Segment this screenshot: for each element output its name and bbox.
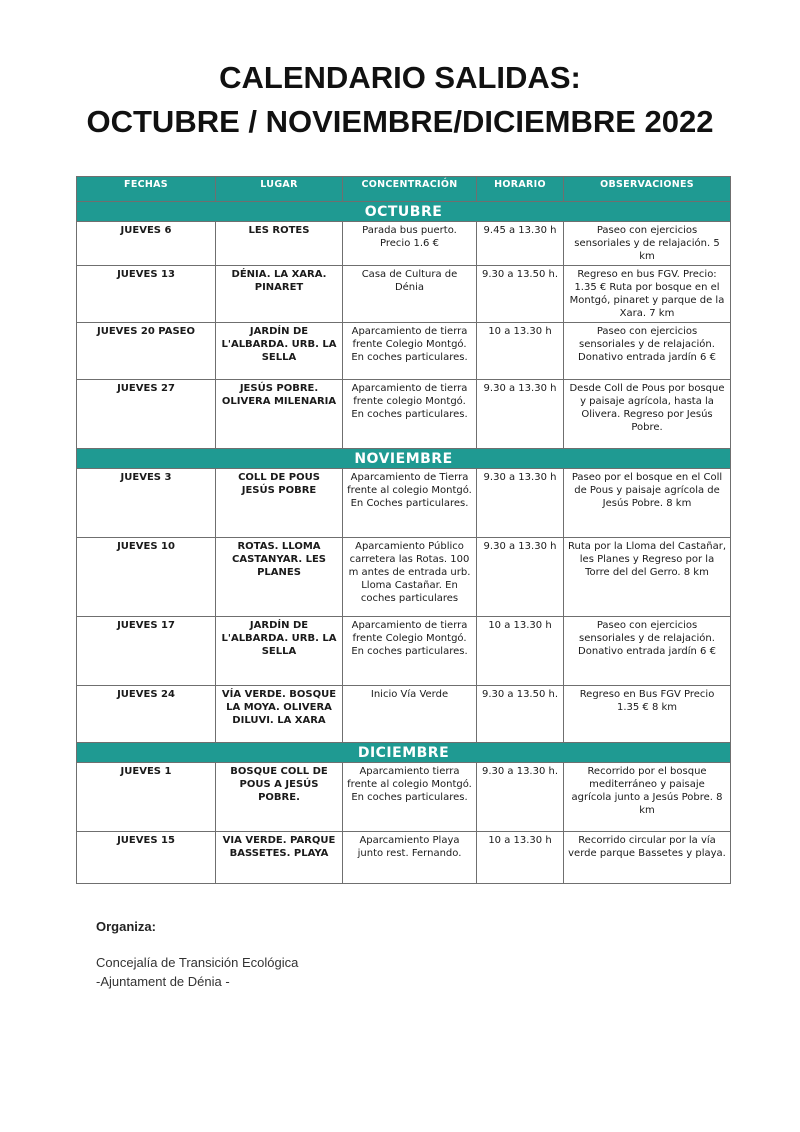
header-fechas: FECHAS — [77, 177, 216, 202]
cell-concentracion: Aparcamiento de tierra frente Colegio Montgó. En coches particulares. — [343, 617, 477, 686]
cell-concentracion: Aparcamiento Público carretera las Rotas. 100 m antes de entrada urb. Lloma Castañar. En coches particulares — [343, 538, 477, 617]
calendar-table — [76, 176, 731, 884]
page-title — [0, 56, 800, 144]
cell-lugar: COLL DE POUS JESÚS POBRE — [216, 469, 343, 538]
month-label: NOVIEMBRE — [77, 449, 731, 469]
table-row — [77, 538, 731, 617]
cell-concentracion: Aparcamiento de tierra frente colegio Montgó. En coches particulares. — [343, 380, 477, 449]
cell-observaciones: Ruta por la Lloma del Castañar, les Planes y Regreso por la Torre del del Gerro. 8 km — [564, 538, 731, 617]
table-row — [77, 686, 731, 743]
title-line-1: CALENDARIO SALIDAS: — [219, 60, 581, 95]
cell-observaciones: Recorrido circular por la vía verde parque Bassetes y playa. — [564, 832, 731, 884]
header-concentracion: CONCENTRACIÓN — [343, 177, 477, 202]
cell-fecha: JUEVES 24 — [77, 686, 216, 743]
cell-horario: 9.30 a 13.30 h — [477, 469, 564, 538]
table-row — [77, 323, 731, 380]
cell-horario: 10 a 13.30 h — [477, 832, 564, 884]
cell-lugar: DÉNIA. LA XARA. PINARET — [216, 266, 343, 323]
cell-lugar: ROTAS. LLOMA CASTANYAR. LES PLANES — [216, 538, 343, 617]
table-row — [77, 266, 731, 323]
cell-fecha: JUEVES 3 — [77, 469, 216, 538]
cell-concentracion: Casa de Cultura de Dénia — [343, 266, 477, 323]
organizer-label: Organiza: — [96, 919, 156, 934]
cell-observaciones: Desde Coll de Pous por bosque y paisaje agrícola, hasta la Olivera. Regreso por Jesús Pobre. — [564, 380, 731, 449]
table-row — [77, 763, 731, 832]
month-row-diciembre — [77, 743, 731, 763]
cell-fecha: JUEVES 27 — [77, 380, 216, 449]
month-row-noviembre — [77, 449, 731, 469]
cell-horario: 9.30 a 13.30 h — [477, 380, 564, 449]
title-line-2: OCTUBRE / NOVIEMBRE/DICIEMBRE 2022 — [86, 104, 714, 139]
cell-observaciones: Regreso en Bus FGV Precio 1.35 € 8 km — [564, 686, 731, 743]
cell-horario: 10 a 13.30 h — [477, 323, 564, 380]
header-observaciones: OBSERVACIONES — [564, 177, 731, 202]
table-row — [77, 222, 731, 266]
table-header-row — [77, 177, 731, 202]
cell-horario: 10 a 13.30 h — [477, 617, 564, 686]
cell-observaciones: Paseo con ejercicios sensoriales y de relajación. 5 km — [564, 222, 731, 266]
organizer-line-1: Concejalía de Transición Ecológica — [96, 955, 299, 970]
month-label: DICIEMBRE — [77, 743, 731, 763]
header-lugar: LUGAR — [216, 177, 343, 202]
cell-observaciones: Regreso en bus FGV. Precio: 1.35 € Ruta por bosque en el Montgó, pinaret y parque de la Xara. 7 km — [564, 266, 731, 323]
cell-horario: 9.30 a 13.30 h — [477, 538, 564, 617]
cell-fecha: JUEVES 20 PASEO — [77, 323, 216, 380]
cell-concentracion: Aparcamiento Playa junto rest. Fernando. — [343, 832, 477, 884]
cell-fecha: JUEVES 6 — [77, 222, 216, 266]
cell-lugar: VÍA VERDE. BOSQUE LA MOYA. OLIVERA DILUVI. LA XARA — [216, 686, 343, 743]
cell-lugar: VIA VERDE. PARQUE BASSETES. PLAYA — [216, 832, 343, 884]
cell-concentracion: Aparcamiento de tierra frente Colegio Montgó. En coches particulares. — [343, 323, 477, 380]
cell-observaciones: Recorrido por el bosque mediterráneo y paisaje agrícola junto a Jesús Pobre. 8 km — [564, 763, 731, 832]
cell-fecha: JUEVES 13 — [77, 266, 216, 323]
table-row — [77, 469, 731, 538]
cell-lugar: JARDÍN DE L'ALBARDA. URB. LA SELLA — [216, 323, 343, 380]
table-row — [77, 380, 731, 449]
cell-fecha: JUEVES 15 — [77, 832, 216, 884]
cell-lugar: BOSQUE COLL DE POUS A JESÚS POBRE. — [216, 763, 343, 832]
cell-horario: 9.30 a 13.50 h. — [477, 686, 564, 743]
cell-concentracion: Parada bus puerto. Precio 1.6 € — [343, 222, 477, 266]
cell-horario: 9.30 a 13.30 h. — [477, 763, 564, 832]
table-row — [77, 832, 731, 884]
month-label: OCTUBRE — [77, 202, 731, 222]
cell-concentracion: Aparcamiento tierra frente al colegio Montgó. En coches particulares. — [343, 763, 477, 832]
cell-fecha: JUEVES 1 — [77, 763, 216, 832]
cell-observaciones: Paseo por el bosque en el Coll de Pous y paisaje agrícola de Jesús Pobre. 8 km — [564, 469, 731, 538]
cell-horario: 9.45 a 13.30 h — [477, 222, 564, 266]
header-horario: HORARIO — [477, 177, 564, 202]
cell-horario: 9.30 a 13.50 h. — [477, 266, 564, 323]
month-row-octubre — [77, 202, 731, 222]
table-row — [77, 617, 731, 686]
cell-concentracion: Aparcamiento de Tierra frente al colegio Montgó. En Coches particulares. — [343, 469, 477, 538]
cell-lugar: JESÚS POBRE. OLIVERA MILENARIA — [216, 380, 343, 449]
organizer-line-2: -Ajuntament de Dénia - — [96, 974, 230, 989]
cell-lugar: LES ROTES — [216, 222, 343, 266]
cell-concentracion: Inicio Vía Verde — [343, 686, 477, 743]
cell-observaciones: Paseo con ejercicios sensoriales y de relajación. Donativo entrada jardín 6 € — [564, 323, 731, 380]
cell-observaciones: Paseo con ejercicios sensoriales y de relajación. Donativo entrada jardín 6 € — [564, 617, 731, 686]
cell-fecha: JUEVES 10 — [77, 538, 216, 617]
cell-lugar: JARDÍN DE L'ALBARDA. URB. LA SELLA — [216, 617, 343, 686]
cell-fecha: JUEVES 17 — [77, 617, 216, 686]
